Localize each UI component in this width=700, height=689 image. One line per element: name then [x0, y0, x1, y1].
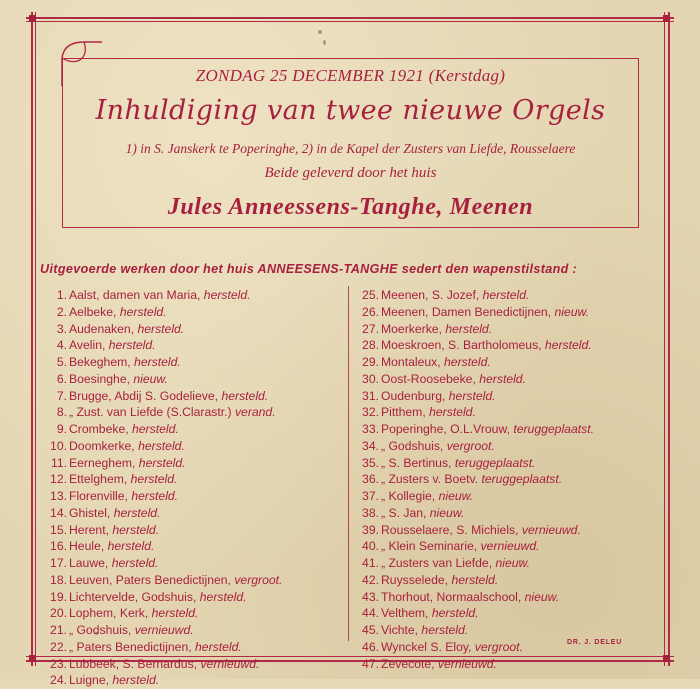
work-status: hersteld.: [134, 321, 185, 336]
work-number: 44.: [362, 606, 379, 621]
works-list-right: [358, 287, 678, 672]
work-item: [46, 672, 344, 689]
work-place: Ettelghem,: [69, 472, 128, 487]
work-place: Ruysselede,: [381, 572, 449, 587]
work-item: [358, 639, 678, 656]
work-item: [358, 538, 678, 555]
work-item: [358, 388, 678, 405]
work-number: 25.: [362, 288, 379, 302]
work-place: Aalst, damen van Maria,: [69, 288, 201, 302]
work-place: Thorhout, Normaalschool,: [381, 589, 522, 604]
work-place: Meenen, Damen Benedictijnen,: [381, 304, 552, 319]
work-status: hersteld.: [428, 606, 479, 621]
work-item: [46, 471, 344, 488]
event-date: ZONDAG 25 DECEMBER 1921 (Kerstdag): [195, 66, 506, 85]
paper-speck: [323, 40, 326, 45]
work-number: 29.: [362, 355, 379, 369]
work-place: Moeskroen, S. Bartholomeus,: [381, 338, 542, 353]
work-status: vernieuwd.: [434, 656, 497, 671]
work-place: „ Godshuis,: [381, 438, 444, 453]
work-place: „ Paters Benedictijnen,: [69, 639, 192, 654]
work-place: „ S. Bertinus,: [381, 455, 452, 470]
work-item: [46, 555, 344, 572]
work-status: hersteld.: [445, 388, 496, 403]
work-item: [358, 371, 678, 388]
work-status: hersteld.: [191, 639, 242, 654]
work-number: 32.: [362, 405, 379, 420]
work-status: hersteld.: [127, 489, 179, 503]
work-status: teruggeplaatst.: [478, 472, 563, 487]
border-left-outer: [31, 12, 33, 666]
work-status: teruggeplaatst.: [451, 455, 536, 470]
work-number: 20.: [50, 606, 67, 621]
work-place: Luigne,: [69, 673, 109, 688]
work-item: [358, 622, 678, 639]
work-item: [46, 354, 344, 371]
work-status: vergroot.: [230, 572, 283, 587]
work-number: 8.: [56, 405, 67, 420]
work-number: 2.: [56, 304, 67, 319]
work-place: Montaleux,: [381, 355, 441, 369]
work-place: Moerkerke,: [381, 321, 442, 336]
border-top-inner: [26, 21, 674, 22]
work-place: Meenen, S. Jozef,: [381, 288, 480, 302]
work-item: [46, 421, 344, 438]
work-status: hersteld.: [218, 388, 269, 403]
work-place: Lauwe,: [69, 556, 109, 570]
work-item: [358, 421, 678, 438]
work-status: nieuw.: [492, 556, 531, 570]
work-number: 21.: [50, 623, 67, 637]
work-place: Lophem, Kerk,: [69, 606, 149, 621]
work-place: „ Kollegie,: [381, 489, 436, 503]
work-item: [46, 538, 344, 555]
work-item: [46, 605, 344, 622]
work-item: [358, 404, 678, 421]
work-place: Brugge, Abdij S. Godelieve,: [69, 388, 219, 403]
work-status: nieuw.: [130, 371, 168, 386]
work-status: nieuw.: [426, 505, 465, 520]
work-status: nieuw.: [435, 489, 474, 503]
work-status: hersteld.: [108, 556, 159, 570]
work-place: Lichtervelde, Godshuis,: [69, 589, 197, 604]
work-status: hersteld.: [130, 355, 181, 369]
work-item: [358, 488, 678, 505]
work-number: 15.: [50, 522, 67, 537]
work-item: [358, 505, 678, 522]
printer-signature: DR. J. DELEU: [567, 639, 623, 646]
work-status: hersteld.: [104, 539, 155, 554]
work-status: hersteld.: [128, 422, 179, 436]
work-item: [358, 287, 678, 304]
work-status: hersteld.: [425, 405, 476, 420]
corner-ornament-tl: [29, 15, 36, 22]
paper-speck: [520, 560, 522, 562]
work-number: 5.: [56, 355, 67, 369]
work-place: Oudenburg,: [381, 388, 446, 403]
work-number: 1.: [56, 288, 67, 302]
work-status: nieuw.: [551, 304, 590, 319]
work-status: hersteld.: [116, 304, 167, 319]
work-number: 36.: [362, 472, 379, 487]
work-number: 16.: [50, 539, 67, 554]
work-status: hersteld.: [108, 673, 160, 688]
work-status: vernieuwd.: [477, 539, 540, 554]
work-place: Boesinghe,: [69, 371, 130, 386]
work-number: 12.: [50, 472, 67, 487]
work-place: „ S. Jan,: [381, 505, 427, 520]
work-item: [358, 354, 678, 371]
work-number: 31.: [362, 388, 379, 403]
work-place: Doomkerke,: [69, 438, 135, 453]
work-place: Heule,: [69, 539, 105, 554]
work-item: [46, 371, 344, 388]
work-item: [46, 455, 344, 472]
work-status: hersteld.: [148, 606, 199, 621]
work-place: Rousselaere, S. Michiels,: [381, 522, 519, 537]
work-number: 11.: [50, 455, 67, 470]
work-place: Florenville,: [69, 489, 128, 503]
work-number: 10.: [50, 438, 67, 453]
work-item: [46, 572, 344, 589]
work-place: „ Klein Seminarie,: [381, 539, 478, 554]
work-status: hersteld.: [200, 288, 251, 302]
work-status: hersteld.: [127, 472, 178, 487]
work-item: [358, 337, 678, 354]
work-item: [358, 555, 678, 572]
work-number: 27.: [362, 321, 379, 336]
work-place: „ Zust. van Liefde (S.Clarastr.): [69, 405, 232, 420]
work-item: [358, 605, 678, 622]
work-number: 18.: [50, 572, 67, 587]
work-item: [358, 656, 678, 673]
work-number: 19.: [50, 589, 67, 604]
work-place: Bekeghem,: [69, 355, 131, 369]
work-item: [46, 287, 344, 304]
work-status: teruggeplaatst.: [509, 422, 594, 436]
work-item: [46, 304, 344, 321]
work-place: Oost-Roosebeke,: [381, 371, 476, 386]
work-status: hersteld.: [196, 589, 247, 604]
work-place: Avelin,: [69, 338, 106, 353]
work-number: 9.: [56, 422, 67, 436]
work-status: hersteld.: [135, 455, 186, 470]
work-number: 24.: [50, 673, 67, 688]
work-item: [358, 304, 678, 321]
work-item: [358, 471, 678, 488]
work-place: Lubbeek, S. Bernardus,: [69, 656, 198, 671]
paper-speck: [95, 632, 98, 635]
work-status: hersteld.: [134, 438, 185, 453]
work-number: 26.: [362, 304, 379, 319]
work-number: 22.: [50, 639, 67, 654]
work-number: 37.: [362, 489, 379, 503]
work-item: [358, 572, 678, 589]
work-number: 7.: [56, 388, 67, 403]
work-number: 28.: [362, 338, 379, 353]
work-item: [46, 505, 344, 522]
work-status: hersteld.: [440, 355, 491, 369]
works-list-left: [46, 287, 344, 689]
work-item: [46, 321, 344, 338]
organ-builder-name: Jules Anneessens-Tanghe, Meenen: [167, 194, 534, 220]
work-place: „ Zusters van Liefde,: [381, 556, 493, 570]
work-status: vergroot.: [471, 639, 523, 654]
work-status: hersteld.: [475, 371, 526, 386]
page-title: Inhuldiging van twee nieuwe Orgels: [95, 95, 606, 126]
work-number: 23.: [50, 656, 67, 671]
corner-ornament-bl: [29, 655, 36, 662]
work-place: Eerneghem,: [69, 455, 136, 470]
work-place: Crombeke,: [69, 422, 129, 436]
work-status: verand.: [231, 405, 276, 420]
work-item: [46, 522, 344, 539]
work-item: [358, 438, 678, 455]
work-status: hersteld.: [448, 572, 499, 587]
work-number: 43.: [362, 589, 379, 604]
work-number: 42.: [362, 572, 379, 587]
work-item: [358, 455, 678, 472]
work-number: 39.: [362, 522, 379, 537]
work-status: hersteld.: [418, 623, 469, 637]
work-item: [46, 589, 344, 606]
work-place: Poperinghe, O.L.Vrouw,: [381, 422, 510, 436]
work-number: 41.: [362, 556, 379, 570]
work-item: [46, 388, 344, 405]
work-status: hersteld.: [479, 288, 530, 302]
work-status: hersteld.: [110, 505, 161, 520]
work-item: [46, 656, 344, 673]
work-item: [358, 589, 678, 606]
work-number: 46.: [362, 639, 379, 654]
work-status: vernieuwd.: [131, 623, 194, 637]
work-place: Pitthem,: [381, 405, 426, 420]
corner-ornament-tr: [663, 15, 670, 22]
work-place: Velthem,: [381, 606, 429, 621]
work-place: Ghistel,: [69, 505, 111, 520]
column-divider: [348, 286, 349, 641]
work-place: Leuven, Paters Benedictijnen,: [69, 572, 231, 587]
event-locations: 1) in S. Janskerk te Poperinghe, 2) in de Kapel der Zusters van Liefde, Rousselaere: [125, 141, 576, 156]
work-number: 47.: [362, 656, 379, 671]
work-place: Aelbeke,: [69, 304, 117, 319]
work-number: 4.: [56, 338, 67, 353]
work-number: 30.: [362, 371, 379, 386]
work-place: „ Godshuis,: [69, 623, 132, 637]
work-place: Herent,: [69, 522, 109, 537]
work-item: [46, 622, 344, 639]
work-number: 40.: [362, 539, 379, 554]
work-place: Zevecote,: [381, 656, 435, 671]
work-number: 17.: [50, 556, 67, 570]
work-place: „ Zusters v. Boetv.: [381, 472, 479, 487]
work-item: [46, 404, 344, 421]
work-item: [46, 337, 344, 354]
work-number: 13.: [50, 489, 67, 503]
border-top-outer: [26, 17, 674, 19]
work-number: 45.: [362, 623, 379, 637]
work-status: hersteld.: [105, 338, 156, 353]
work-number: 38.: [362, 505, 379, 520]
work-item: [46, 438, 344, 455]
work-status: hersteld.: [108, 522, 160, 537]
work-number: 14.: [50, 505, 67, 520]
work-item: [358, 321, 678, 338]
work-status: vergroot.: [443, 438, 495, 453]
work-status: nieuw.: [521, 589, 560, 604]
paper-speck: [318, 30, 322, 34]
work-number: 3.: [56, 321, 67, 336]
work-status: hersteld.: [541, 338, 592, 353]
work-status: vernieuwd.: [197, 656, 260, 671]
work-item: [46, 639, 344, 656]
work-number: 34.: [362, 438, 379, 453]
work-number: 35.: [362, 455, 379, 470]
work-item: [358, 522, 678, 539]
work-item: [46, 488, 344, 505]
works-list-heading: Uitgevoerde werken door het huis ANNEESENS-TANGHE sedert den wapenstilstand :: [40, 262, 578, 276]
work-place: Wynckel S. Eloy,: [381, 639, 472, 654]
work-place: Audenaken,: [69, 321, 135, 336]
border-left-inner: [35, 12, 36, 666]
delivered-by-label: Beide geleverd door het huis: [264, 165, 437, 181]
work-status: hersteld.: [441, 321, 493, 336]
work-place: Vichte,: [381, 623, 419, 637]
work-status: vernieuwd.: [518, 522, 581, 537]
work-number: 6.: [56, 371, 67, 386]
work-number: 33.: [362, 422, 379, 436]
